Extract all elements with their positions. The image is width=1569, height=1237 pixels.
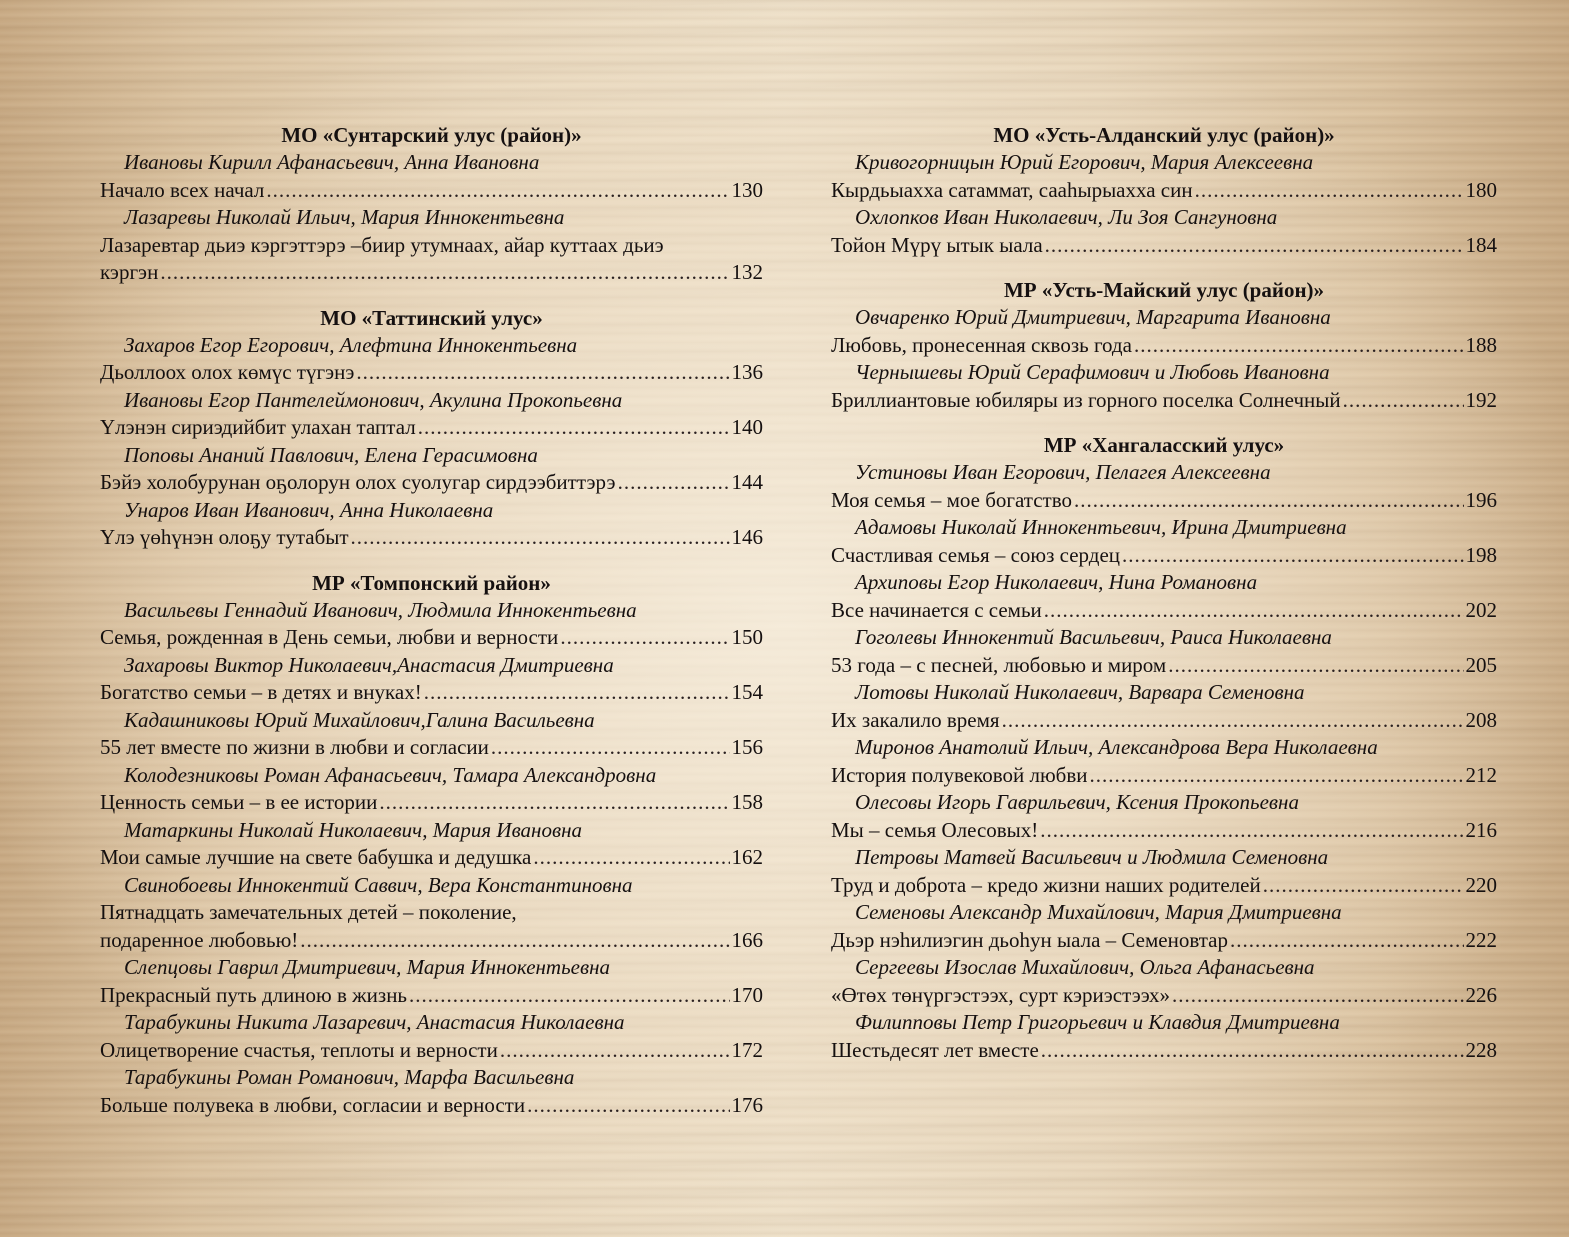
dot-leader <box>300 927 729 955</box>
page-number: 130 <box>731 177 763 202</box>
entry-authors: Захаровы Виктор Николаевич,Анастасия Дмитриевна <box>124 652 614 677</box>
entry-authors: Тарабукины Никита Лазаревич, Анастасия Николаевна <box>124 1010 625 1034</box>
entry-title: «Өтөх төнүргэстээх, сурт кэриэстээх» <box>831 982 1170 1007</box>
page-number: 192 <box>1465 387 1497 412</box>
entry-title: Прекрасный путь длиною в жизнь <box>100 982 408 1007</box>
entry-authors: Лотовы Николай Николаевич, Варвара Семеновна <box>855 680 1305 704</box>
toc-entry <box>831 1037 1497 1065</box>
entry-authors: Филипповы Петр Григорьевич и Клавдия Дмитриевна <box>855 1010 1340 1034</box>
entry-authors: Сергеевы Изослав Михайлович, Ольга Афанасьевна <box>855 955 1315 979</box>
dot-leader <box>1045 232 1464 260</box>
entry-title: Труд и доброта – кредо жизни наших родителей <box>831 872 1261 897</box>
dot-leader <box>424 679 730 707</box>
entry-authors: Гоголевы Иннокентий Васильевич, Раиса Николаевна <box>855 625 1332 649</box>
page-number: 220 <box>1465 872 1497 897</box>
page-number: 166 <box>731 927 763 952</box>
entry-authors: Архиповы Егор Николаевич, Нина Романовна <box>855 570 1258 594</box>
page-number: 132 <box>731 260 763 284</box>
entry-authors: Тарабукины Роман Романович, Марфа Васильевна <box>124 1065 575 1089</box>
entry-title: Олицетворение счастья, теплоты и верности <box>100 1037 498 1062</box>
toc-entry <box>100 414 763 442</box>
toc-entry <box>831 387 1497 415</box>
toc-section <box>831 276 1497 414</box>
entry-title: Ценность семьи – в ее истории <box>100 790 378 814</box>
toc-entry <box>831 332 1497 360</box>
page-number: 184 <box>1465 232 1497 257</box>
dot-leader <box>1090 762 1464 790</box>
dot-leader <box>1044 597 1464 625</box>
entry-authors: Кривогорницын Юрий Егорович, Мария Алексеевна <box>855 150 1314 174</box>
section-title: МР «Хангаласский улус» <box>1043 433 1285 457</box>
dot-leader <box>160 259 729 287</box>
page-number: 176 <box>731 1092 763 1117</box>
entry-authors: Матаркины Николай Николаевич, Мария Ивановна <box>124 817 582 842</box>
toc-entry <box>100 844 763 872</box>
entry-authors: Васильевы Геннадий Иванович, Людмила Иннокентьевна <box>124 597 637 622</box>
section-title: МР «Усть-Майский улус (район)» <box>1003 278 1325 302</box>
entry-title: Тойон Мүрү ытык ыала <box>831 232 1043 257</box>
dot-leader <box>1263 872 1464 900</box>
page-number: 154 <box>731 680 763 704</box>
dot-leader <box>1040 817 1463 845</box>
dot-leader <box>1195 177 1464 205</box>
dot-leader <box>618 469 730 497</box>
entry-authors: Петровы Матвей Васильевич и Людмила Семеновна <box>855 845 1329 869</box>
dot-leader <box>491 734 730 762</box>
toc-entry <box>100 469 763 497</box>
page-number: 144 <box>731 470 763 494</box>
entry-title: Их закалило время <box>831 707 1000 732</box>
toc-section <box>831 431 1497 1064</box>
page-number: 150 <box>731 625 763 649</box>
section-title: МО «Усть-Алданский улус (район)» <box>993 123 1335 147</box>
entry-title: Мои самые лучшие на свете бабушка и дедушка <box>100 845 532 869</box>
page-number: 188 <box>1465 332 1497 357</box>
entry-authors: Овчаренко Юрий Дмитриевич, Маргарита Ивановна <box>855 305 1331 329</box>
entry-title: Богатство семьи – в детях и внуках! <box>100 680 422 704</box>
toc-entry <box>100 679 763 707</box>
page-number: 146 <box>731 525 763 549</box>
toc-section <box>831 121 1497 259</box>
dot-leader <box>533 844 729 872</box>
dot-leader <box>1168 652 1463 680</box>
entry-title: Любовь, пронесенная сквозь года <box>831 332 1132 357</box>
page-number: 205 <box>1465 652 1497 677</box>
page-number: 158 <box>731 790 763 814</box>
dot-leader <box>1343 387 1464 415</box>
toc-entry <box>100 1092 763 1120</box>
dot-leader <box>1074 487 1464 515</box>
entry-title: Бриллиантовые юбиляры из горного поселка Солнечный <box>831 387 1341 412</box>
entry-title: Семья, рожденная в День семьи, любви и верности <box>100 625 559 649</box>
page-number: 222 <box>1465 927 1497 952</box>
dot-leader <box>266 177 729 205</box>
entry-title: Үлэнэн сириэдийбит улахан таптал <box>100 415 416 439</box>
dot-leader <box>351 524 730 552</box>
entry-authors: Устиновы Иван Егорович, Пелагея Алексеевна <box>855 460 1271 484</box>
entry-authors: Захаров Егор Егорович, Алефтина Иннокентьевна <box>124 332 578 357</box>
toc-entry <box>100 1037 763 1065</box>
toc-entry <box>831 652 1497 680</box>
section-title: МО «Сунтарский улус (район)» <box>281 123 582 147</box>
toc-section <box>100 304 763 552</box>
dot-leader <box>1172 982 1464 1010</box>
page-number: 180 <box>1465 177 1497 202</box>
page-number: 140 <box>731 415 763 439</box>
toc-entry <box>100 624 763 652</box>
page-number: 162 <box>731 845 763 869</box>
toc-entry <box>831 927 1497 955</box>
toc-entry <box>831 542 1497 570</box>
page-number: 216 <box>1465 817 1497 842</box>
toc-entry <box>831 232 1497 260</box>
toc-right-column <box>831 121 1497 1081</box>
entry-title: 55 лет вместе по жизни в любви и согласии <box>100 735 489 759</box>
dot-leader <box>1230 927 1464 955</box>
toc-entry <box>100 524 763 552</box>
entry-authors: Лазаревы Николай Ильич, Мария Иннокентьевна <box>124 205 565 229</box>
entry-authors: Олесовы Игорь Гаврильевич, Ксения Прокопьевна <box>855 790 1299 814</box>
toc-entry <box>100 734 763 762</box>
entry-authors: Поповы Ананий Павлович, Елена Герасимовна <box>124 442 538 467</box>
entry-title: Дьоллоох олох көмүс түгэнэ <box>100 360 355 384</box>
toc-entry <box>100 359 763 387</box>
entry-title: История полувековой любви <box>831 762 1088 787</box>
page-number: 196 <box>1465 487 1497 512</box>
dot-leader <box>1002 707 1464 735</box>
page-number: 212 <box>1465 762 1497 787</box>
dot-leader <box>560 624 729 652</box>
toc-entry <box>831 762 1497 790</box>
toc-entry <box>100 177 763 205</box>
page-number: 228 <box>1465 1037 1497 1062</box>
dot-leader <box>1041 1037 1464 1065</box>
entry-authors: Ивановы Егор Пантелеймонович, Акулина Прокопьевна <box>124 387 623 412</box>
entry-title: 53 года – с песней, любовью и миром <box>831 652 1167 677</box>
toc-entry <box>100 927 763 955</box>
page-number: 226 <box>1465 982 1497 1007</box>
entry-authors: Чернышевы Юрий Серафимович и Любовь Ивановна <box>855 360 1330 384</box>
entry-title: Мы – семья Олесовых! <box>831 817 1039 842</box>
entry-title: Все начинается с семьи <box>831 597 1042 622</box>
dot-leader <box>527 1092 729 1120</box>
page-number: 202 <box>1465 597 1497 622</box>
page-number: 170 <box>731 982 763 1007</box>
entry-title: Үлэ үөһүнэн олоҕу тутабыт <box>100 525 349 549</box>
page-number: 198 <box>1465 542 1497 567</box>
dot-leader <box>418 414 730 442</box>
entry-authors: Слепцовы Гаврил Дмитриевич, Мария Иннокентьевна <box>124 955 611 979</box>
entry-title: подаренное любовью! <box>100 927 299 952</box>
toc-entry <box>831 177 1497 205</box>
entry-authors: Унаров Иван Иванович, Анна Николаевна <box>124 497 494 522</box>
toc-entry <box>100 982 763 1010</box>
page-number: 136 <box>731 360 763 384</box>
entry-title: Шестьдесят лет вместе <box>831 1037 1039 1062</box>
entry-title-line: Лазаревтар дьиэ кэргэттэрэ –биир утумнаах, айар куттаах дьиэ <box>100 232 664 257</box>
toc-entry <box>831 817 1497 845</box>
entry-title: кэргэн <box>100 260 159 284</box>
toc-left-column <box>100 121 763 1136</box>
toc-entry <box>100 789 763 817</box>
dot-leader <box>1122 542 1463 570</box>
section-title: МР «Томпонский район» <box>312 570 551 595</box>
toc-section <box>100 121 763 287</box>
entry-authors: Колодезниковы Роман Афанасьевич, Тамара Александровна <box>124 762 657 787</box>
entry-authors: Ивановы Кирилл Афанасьевич, Анна Ивановна <box>124 150 540 174</box>
dot-leader <box>379 789 729 817</box>
dot-leader <box>356 359 729 387</box>
page-number: 156 <box>731 735 763 759</box>
entry-title-line: Пятнадцать замечательных детей – поколение, <box>100 900 517 924</box>
dot-leader <box>409 982 729 1010</box>
entry-title: Кырдьыахха сатаммат, сааһырыахха син <box>831 177 1193 202</box>
entry-authors: Кадашниковы Юрий Михайлович,Галина Васильевна <box>124 707 595 732</box>
entry-authors: Охлопков Иван Николаевич, Ли Зоя Сангуновна <box>855 205 1278 229</box>
entry-title: Счастливая семья – союз сердец <box>831 542 1121 567</box>
toc-entry <box>831 982 1497 1010</box>
entry-title: Бэйэ холобурунан оҕолорун олох суолугар сирдээбиттэрэ <box>100 470 616 494</box>
entry-authors: Свинобоевы Иннокентий Саввич, Вера Константиновна <box>124 872 633 897</box>
toc-entry <box>831 597 1497 625</box>
page-number: 208 <box>1465 707 1497 732</box>
toc-entry <box>100 259 763 287</box>
entry-authors: Адамовы Николай Иннокентьевич, Ирина Дмитриевна <box>855 515 1347 539</box>
toc-entry <box>831 872 1497 900</box>
entry-authors: Миронов Анатолий Ильич, Александрова Вера Николаевна <box>855 735 1378 759</box>
dot-leader <box>1134 332 1464 360</box>
entry-title: Дьэр нэһилиэгин дьоһун ыала – Семеновтар <box>831 927 1228 952</box>
entry-title: Больше полувека в любви, согласии и верности <box>100 1092 526 1117</box>
dot-leader <box>500 1037 730 1065</box>
toc-entry <box>831 707 1497 735</box>
section-title: МО «Таттинский улус» <box>320 305 543 330</box>
page-number: 172 <box>731 1037 763 1062</box>
toc-entry <box>831 487 1497 515</box>
toc-section <box>100 569 763 1120</box>
entry-title: Моя семья – мое богатство <box>831 487 1072 512</box>
entry-authors: Семеновы Александр Михайлович, Мария Дмитриевна <box>855 900 1342 924</box>
entry-title: Начало всех начал <box>100 177 265 202</box>
